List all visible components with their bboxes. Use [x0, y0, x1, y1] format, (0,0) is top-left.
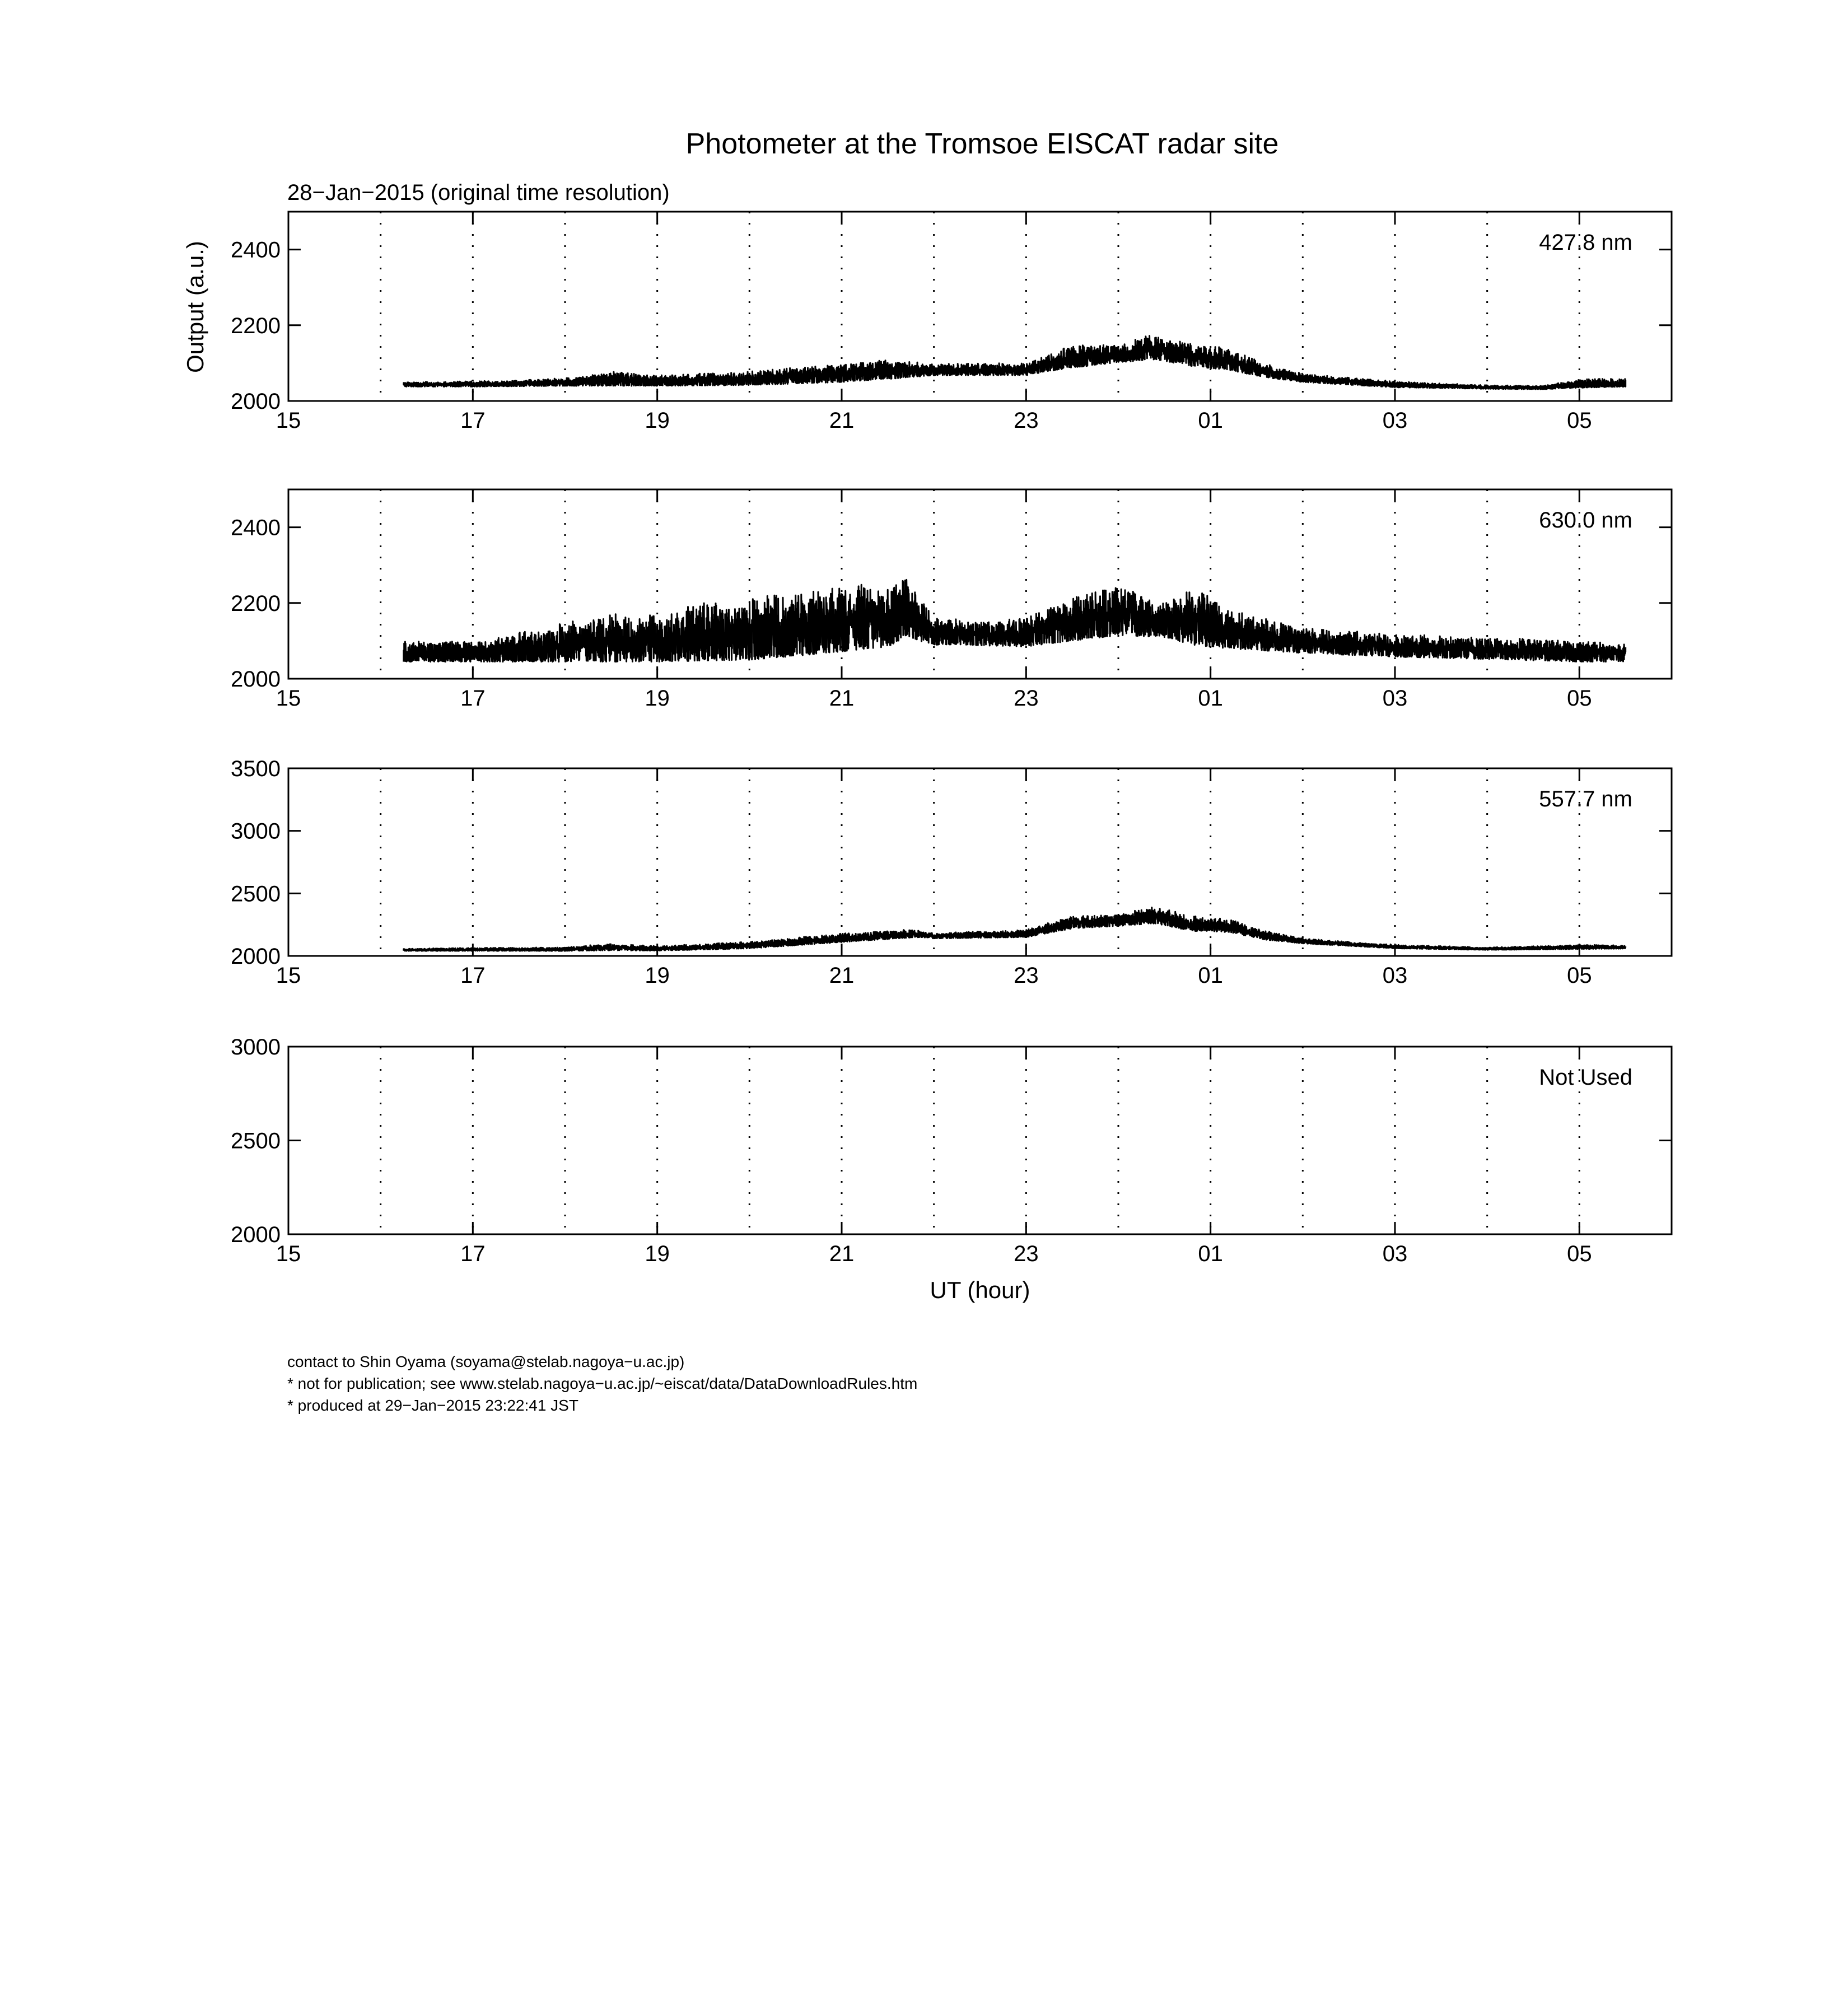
x-tick-label: 15 — [276, 686, 301, 711]
x-axis-label: UT (hour) — [930, 1277, 1030, 1303]
x-tick-label: 05 — [1567, 408, 1592, 433]
x-tick-label: 23 — [1014, 1242, 1039, 1266]
y-tick-label: 2000 — [231, 389, 281, 414]
panel-2 — [231, 489, 1672, 711]
y-tick-label: 2500 — [231, 1128, 281, 1154]
channel-label: Not Used — [1539, 1065, 1632, 1090]
x-tick-label: 17 — [460, 686, 486, 711]
x-tick-label: 05 — [1567, 1242, 1592, 1266]
figure-title: Photometer at the Tromsoe EISCAT radar site — [685, 128, 1279, 160]
y-tick-label: 2200 — [231, 313, 281, 338]
y-tick-label: 3500 — [231, 757, 281, 781]
panel-1 — [231, 212, 1672, 433]
channel-label: 630.0 nm — [1539, 508, 1632, 533]
footer-produced-note: * produced at 29−Jan−2015 23:22:41 JST — [287, 1397, 578, 1414]
channel-label: 427.8 nm — [1539, 230, 1632, 255]
x-tick-label: 23 — [1014, 963, 1039, 988]
x-tick-label: 03 — [1382, 1242, 1408, 1266]
y-tick-label: 2000 — [231, 667, 281, 692]
y-tick-label: 2500 — [231, 881, 281, 907]
x-tick-label: 15 — [276, 1242, 301, 1266]
x-tick-label: 05 — [1567, 963, 1592, 988]
channel-label: 557.7 nm — [1539, 787, 1632, 811]
data-trace-3 — [404, 908, 1626, 951]
footer-notes — [287, 1351, 917, 1416]
y-tick-label: 2000 — [231, 1222, 281, 1247]
y-tick-label: 3000 — [231, 819, 281, 844]
y-tick-label: 2400 — [231, 237, 281, 263]
x-tick-label: 15 — [276, 408, 301, 433]
y-axis-label: Output (a.u.) — [182, 241, 208, 373]
x-tick-label: 01 — [1198, 963, 1223, 988]
x-tick-label: 23 — [1014, 408, 1039, 433]
x-tick-label: 21 — [829, 686, 855, 711]
panel-3 — [231, 757, 1672, 988]
x-tick-label: 01 — [1198, 1242, 1223, 1266]
panel-4 — [231, 1035, 1672, 1266]
axes-frame — [288, 1047, 1672, 1234]
x-tick-label: 15 — [276, 963, 301, 988]
x-tick-label: 01 — [1198, 686, 1223, 711]
x-tick-label: 05 — [1567, 686, 1592, 711]
y-tick-label: 3000 — [231, 1035, 281, 1060]
x-tick-label: 21 — [829, 1242, 855, 1266]
x-tick-label: 19 — [645, 963, 670, 988]
x-tick-label: 21 — [829, 408, 855, 433]
y-tick-label: 2200 — [231, 591, 281, 616]
x-tick-label: 21 — [829, 963, 855, 988]
y-tick-label: 2400 — [231, 515, 281, 540]
x-tick-label: 19 — [645, 408, 670, 433]
axes-frame — [288, 768, 1672, 956]
x-tick-label: 03 — [1382, 963, 1408, 988]
x-tick-label: 23 — [1014, 686, 1039, 711]
footer-publication-note: * not for publication; see www.stelab.nagoya−u.ac.jp/~eiscat/data/DataDownloadRules.htm — [287, 1375, 918, 1392]
panels-group — [231, 212, 1672, 1266]
x-tick-label: 17 — [460, 963, 486, 988]
x-tick-label: 17 — [460, 1242, 486, 1266]
x-tick-label: 01 — [1198, 408, 1223, 433]
x-tick-label: 19 — [645, 686, 670, 711]
data-trace-1 — [404, 336, 1626, 389]
footer-contact: contact to Shin Oyama (soyama@stelab.nagoya−u.ac.jp) — [287, 1353, 685, 1370]
y-tick-label: 2000 — [231, 944, 281, 969]
data-trace-2 — [404, 580, 1626, 661]
x-tick-label: 17 — [460, 408, 486, 433]
x-tick-label: 19 — [645, 1242, 670, 1266]
figure-subtitle: 28−Jan−2015 (original time resolution) — [287, 180, 670, 205]
x-tick-label: 03 — [1382, 686, 1408, 711]
x-tick-label: 03 — [1382, 408, 1408, 433]
